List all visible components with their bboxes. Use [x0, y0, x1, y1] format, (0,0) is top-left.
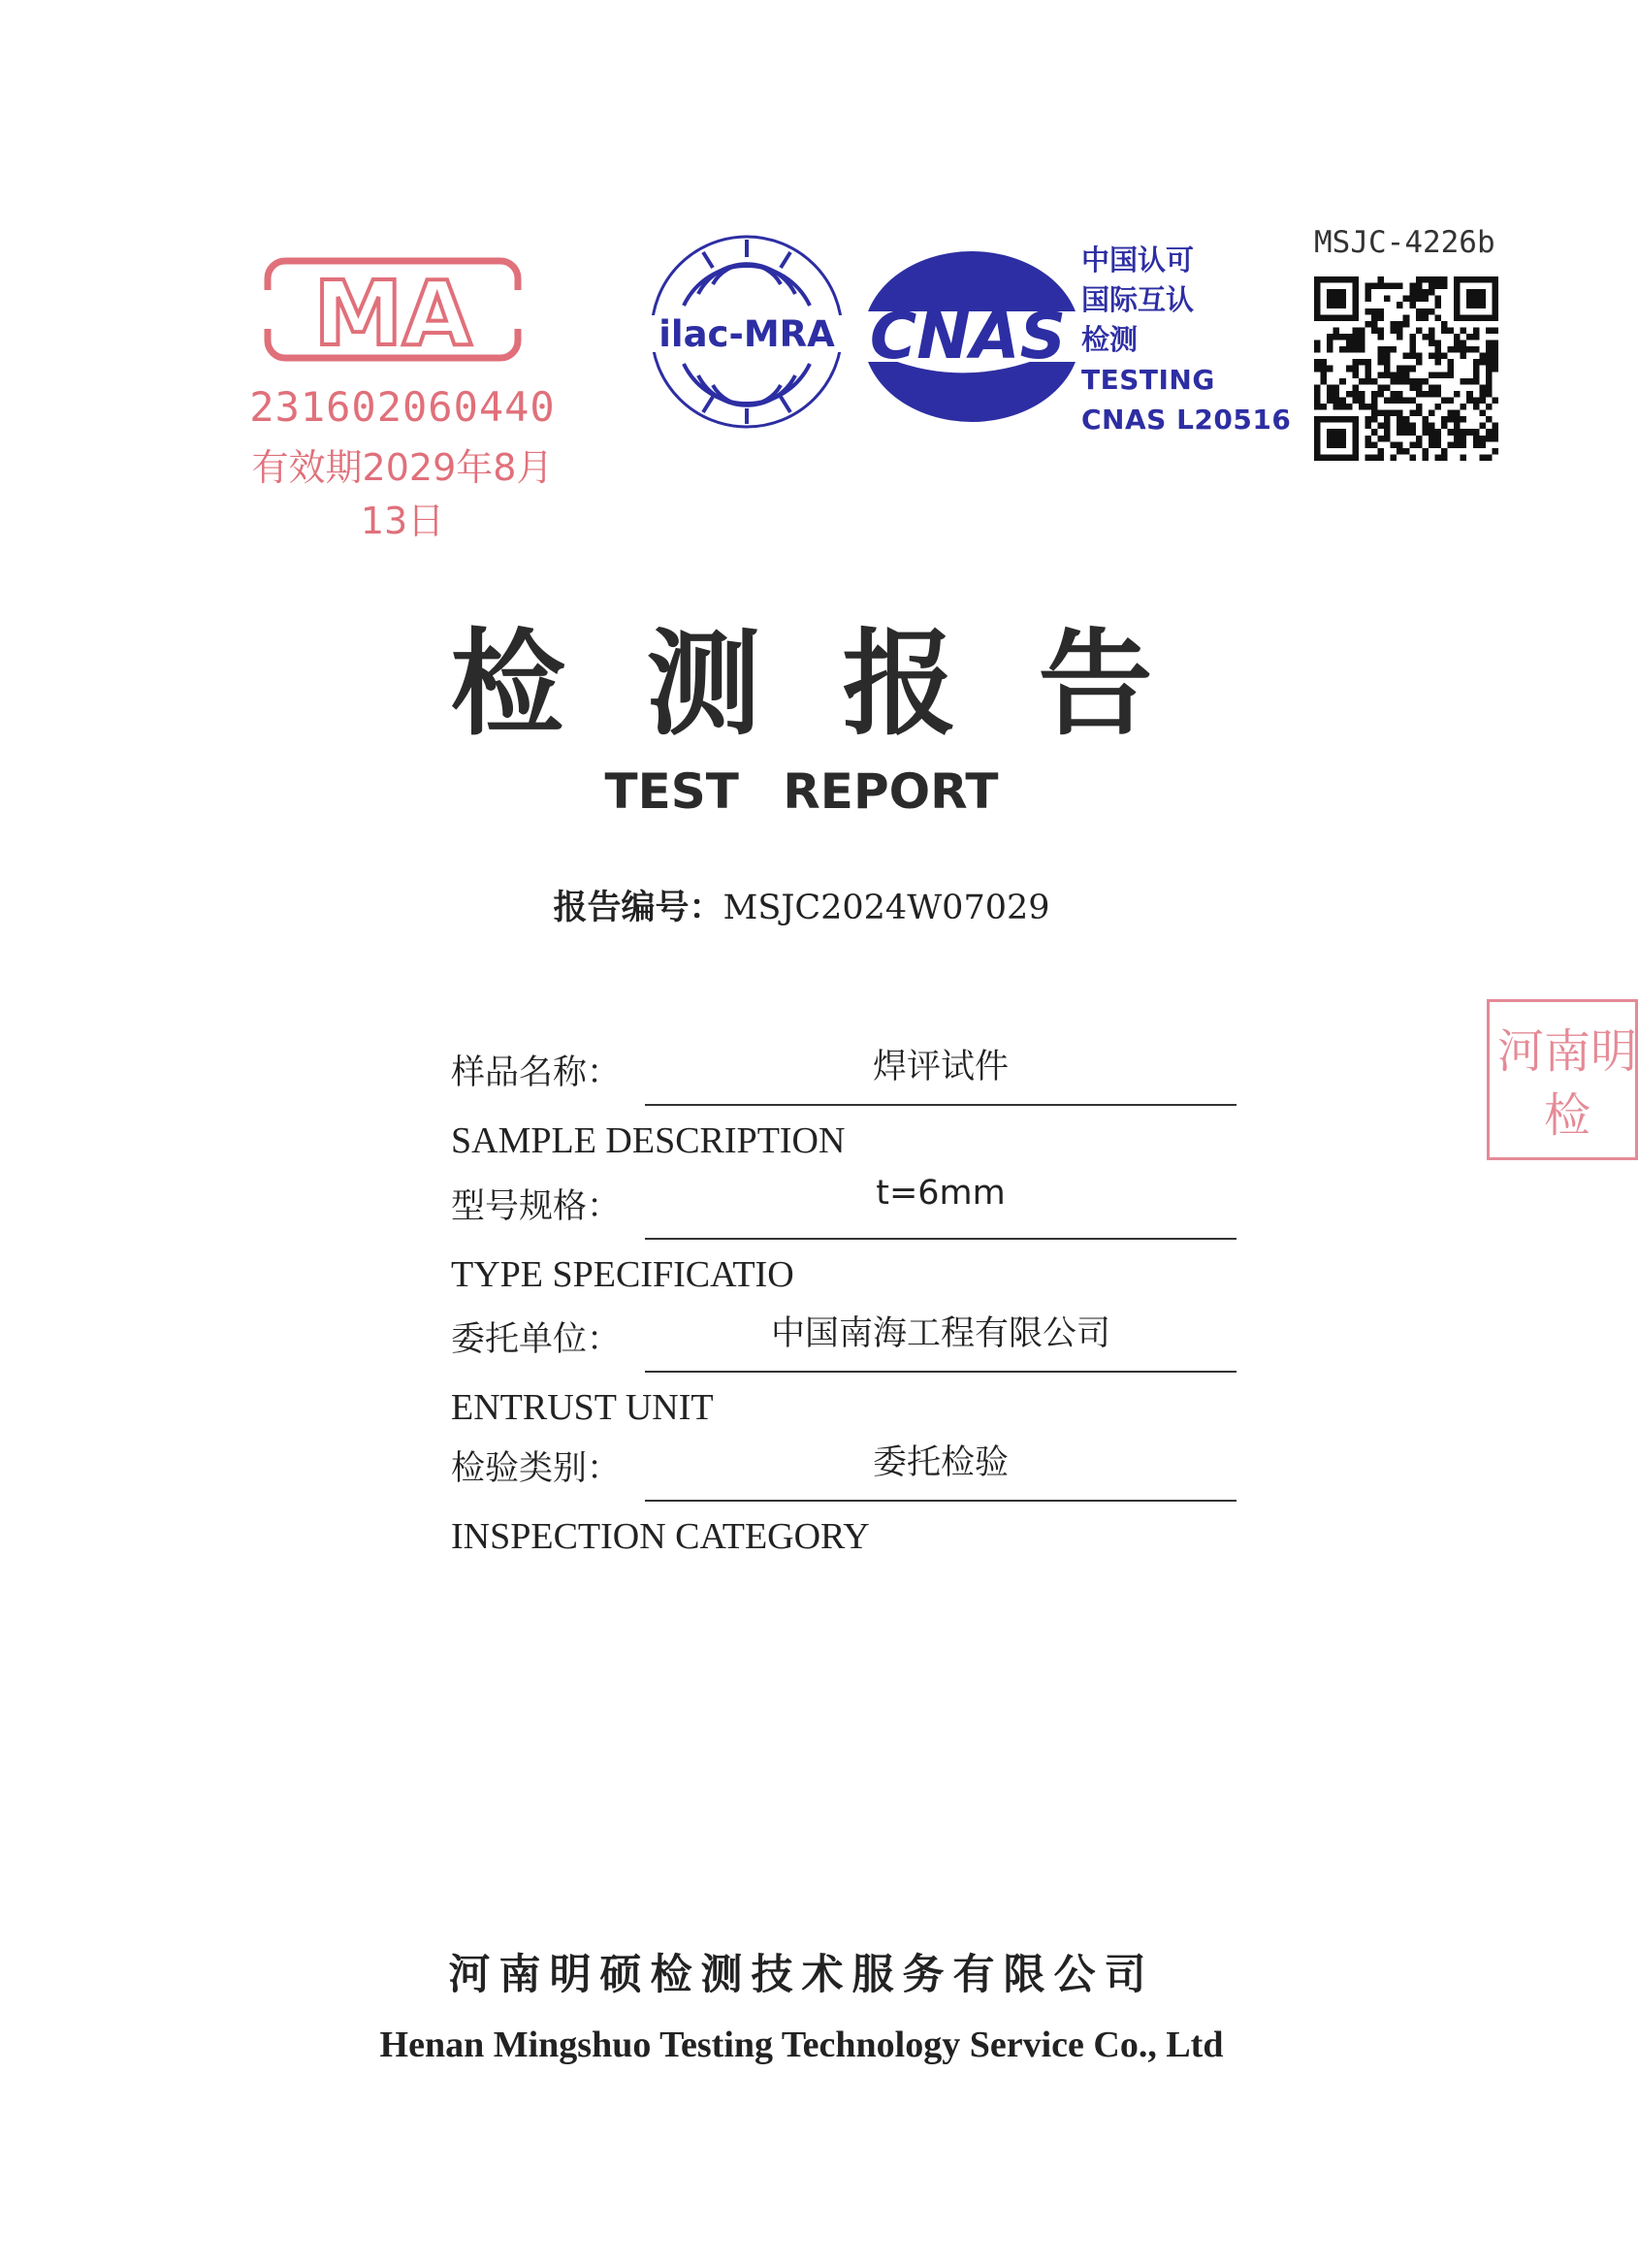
company-name-en: Henan Mingshuo Testing Technology Service Co., Ltd [379, 2025, 1224, 2065]
field-type-specification [451, 1174, 1237, 1315]
report-number-value: MSJC2024W07029 [723, 889, 1050, 927]
field-entrust-unit [451, 1312, 1237, 1448]
cnas-line-number: CNAS L20516 [1081, 404, 1292, 436]
svg-text:CNAS: CNAS [869, 299, 1067, 373]
qr-code-icon [1314, 276, 1498, 461]
svg-text:ilac-MRA: ilac-MRA [658, 313, 835, 355]
report-number [0, 881, 1603, 929]
cnas-logo [853, 247, 1086, 427]
field-inspection-category [451, 1442, 1237, 1577]
company-name-cn: 河南明硕检测技术服务有限公司 [448, 1951, 1155, 1999]
ilac-mra-logo [645, 228, 849, 437]
field-label-cn: 委托单位： [451, 1320, 622, 1359]
field-underline [645, 1104, 1237, 1106]
field-label-en: TYPE SPECIFICATIO [451, 1254, 794, 1295]
field-value: 委托检验 [872, 1443, 1009, 1482]
field-underline [645, 1500, 1237, 1502]
report-number-label: 报告编号： [553, 889, 723, 927]
ma-logo [262, 247, 524, 369]
svg-text:MA: MA [313, 262, 472, 366]
field-value: t=6mm [876, 1174, 1006, 1213]
field-label-en: ENTRUST UNIT [451, 1387, 714, 1428]
field-label-cn: 型号规格： [451, 1187, 622, 1226]
field-label-cn: 检验类别： [451, 1449, 622, 1488]
report-title-en: TEST REPORT [604, 763, 999, 820]
field-value: 焊评试件 [872, 1048, 1009, 1086]
field-underline [645, 1238, 1237, 1240]
cnas-line-testing-en: TESTING [1081, 364, 1215, 396]
side-seal-line-2: 检 [1544, 1088, 1591, 1143]
ma-stamp-number: 231602060440 [249, 383, 556, 431]
side-seal-stamp [1487, 999, 1638, 1160]
cnas-line-china-accreditation: 中国认可 [1081, 243, 1195, 276]
ma-stamp-validity: 有效期2029年8月13日 [251, 446, 554, 542]
cnas-line-testing-cn: 检测 [1081, 323, 1139, 356]
field-value: 中国南海工程有限公司 [770, 1314, 1110, 1353]
field-label-en: INSPECTION CATEGORY [451, 1516, 870, 1557]
side-seal-line-1: 河南明 [1497, 1024, 1638, 1079]
qr-code-label: MSJC-4226b [1314, 225, 1495, 260]
cnas-accreditation-text [1081, 241, 1292, 439]
ma-certification-stamp [233, 247, 562, 542]
field-label-cn: 样品名称： [451, 1053, 622, 1092]
report-title-cn: 检测报告 [450, 616, 1235, 751]
field-sample-description [451, 1046, 1237, 1182]
field-underline [645, 1371, 1237, 1373]
cnas-line-mutual-recognition: 国际互认 [1081, 283, 1195, 316]
field-label-en: SAMPLE DESCRIPTION [451, 1120, 846, 1161]
